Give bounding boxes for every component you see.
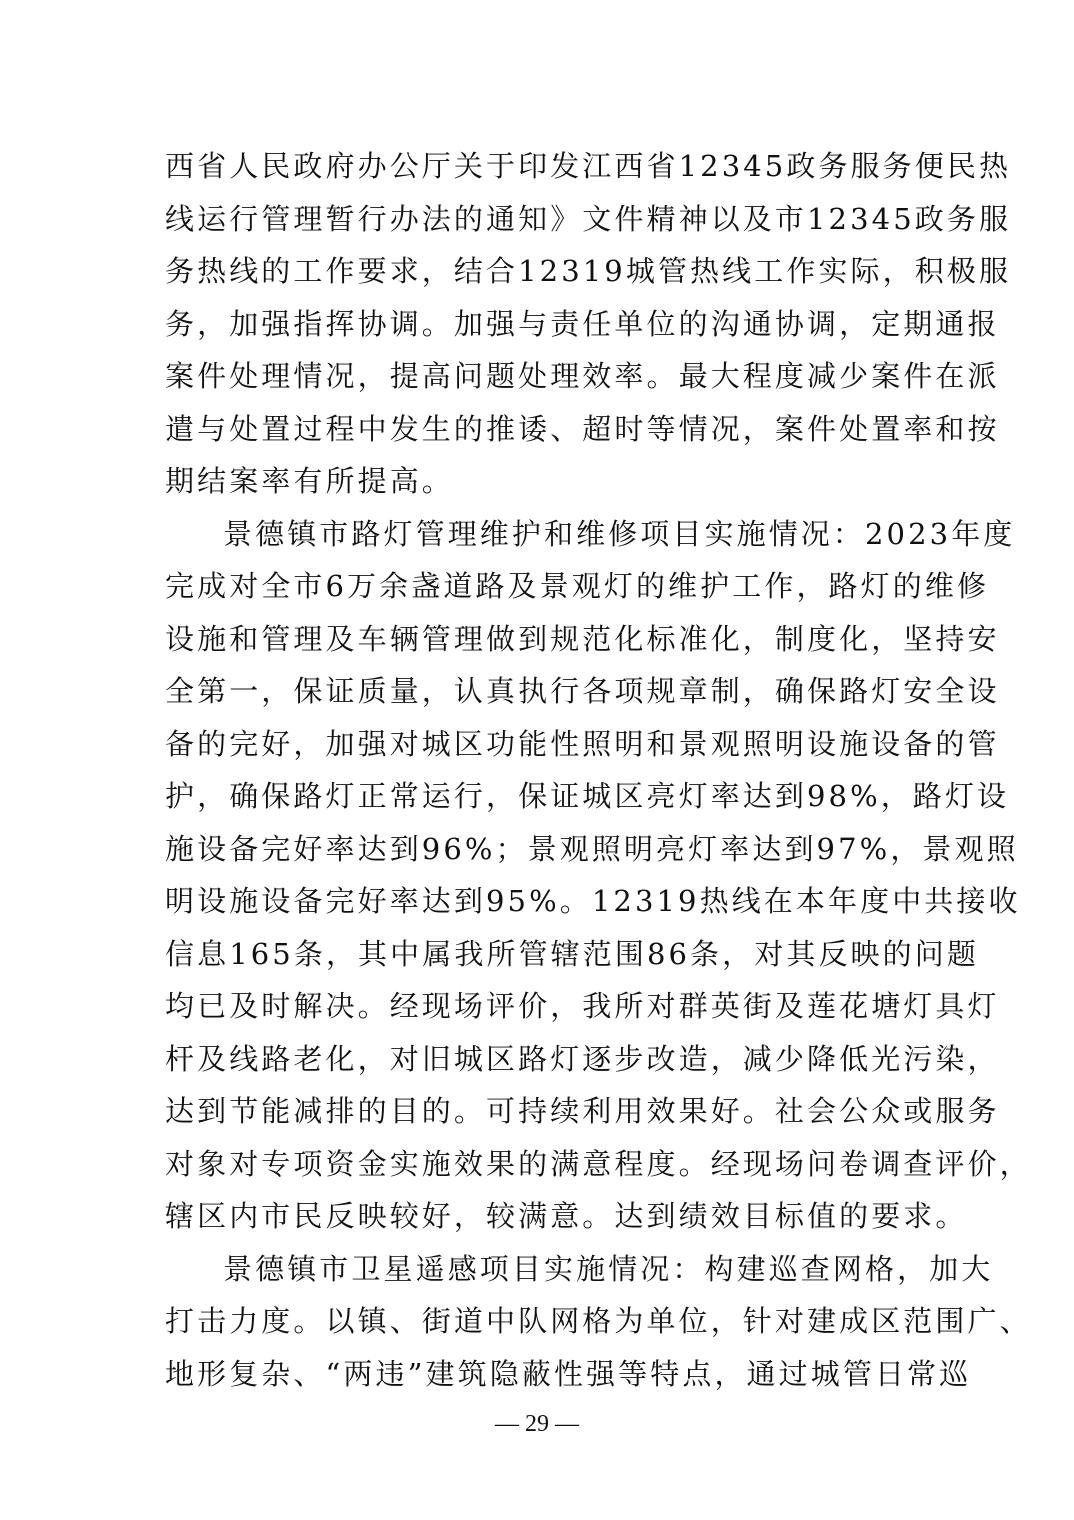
text-line: 备的完好，加强对城区功能性照明和景观照明设施设备的管	[165, 726, 1000, 761]
text-line: 辖区内市民反映较好，较满意。达到绩效目标值的要求。	[165, 1199, 968, 1233]
text-line: 务，加强指挥协调。加强与责任单位的沟通协调，定期通报	[165, 306, 1000, 341]
text-line: 地形复杂、“两违”建筑隐蔽性强等特点，通过城管日常巡	[165, 1356, 972, 1391]
text-line: 遣与处置过程中发生的推诿、超时等情况，案件处置率和按	[165, 411, 1000, 446]
text-line: 信息165条，其中属我所管辖范围86条，对其反映的问题	[165, 936, 979, 971]
text-line: 护，确保路灯正常运行，保证城区亮灯率达到98%，路灯设	[165, 779, 1010, 813]
paragraph-street-lighting	[165, 508, 1032, 1243]
text-line: 景德镇市卫星遥感项目实施情况：构建巡查网格，加大	[223, 1251, 994, 1286]
page-number: — 29 —	[495, 1411, 579, 1437]
text-line: 达到节能减排的目的。可持续利用效果好。社会公众或服务	[165, 1094, 1000, 1128]
paragraph-satellite-remote-sensing	[165, 1243, 1032, 1401]
text-line: 对象对专项资金实施效果的满意程度。经现场问卷调查评价，	[165, 1146, 1032, 1181]
text-line: 全第一，保证质量，认真执行各项规章制，确保路灯安全设	[165, 674, 1000, 708]
text-line: 案件处理情况，提高问题处理效率。最大程度减少案件在派	[165, 359, 1000, 393]
text-line: 景德镇市路灯管理维护和维修项目实施情况：2023年度	[223, 516, 1016, 551]
text-line: 务热线的工作要求，结合12319城管热线工作实际，积极服	[165, 254, 1012, 288]
text-line: 西省人民政府办公厅关于印发江西省12345政务服务便民热	[165, 149, 1012, 183]
text-line: 线运行管理暂行办法的通知》文件精神以及市12345政务服	[165, 201, 1012, 236]
text-line: 杆及线路老化，对旧城区路灯逐步改造，减少降低光污染，	[165, 1041, 1000, 1076]
text-line: 打击力度。以镇、街道中队网格为单位，针对建成区范围广、	[165, 1304, 1032, 1338]
text-line: 期结案率有所提高。	[165, 464, 454, 498]
document-body	[165, 140, 1032, 1400]
text-line: 均已及时解决。经现场评价，我所对群英街及莲花塘灯具灯	[165, 989, 1000, 1023]
paragraph-hotline-continuation	[165, 140, 1012, 508]
text-line: 明设施设备完好率达到95%。12319热线在本年度中共接收	[165, 884, 1021, 918]
text-line: 施设备完好率达到96%；景观照明亮灯率达到97%，景观照	[165, 831, 1019, 866]
text-line: 完成对全市6万余盏道路及景观灯的维护工作，路灯的维修	[165, 569, 990, 603]
text-line: 设施和管理及车辆管理做到规范化标准化，制度化，坚持安	[165, 621, 1000, 656]
